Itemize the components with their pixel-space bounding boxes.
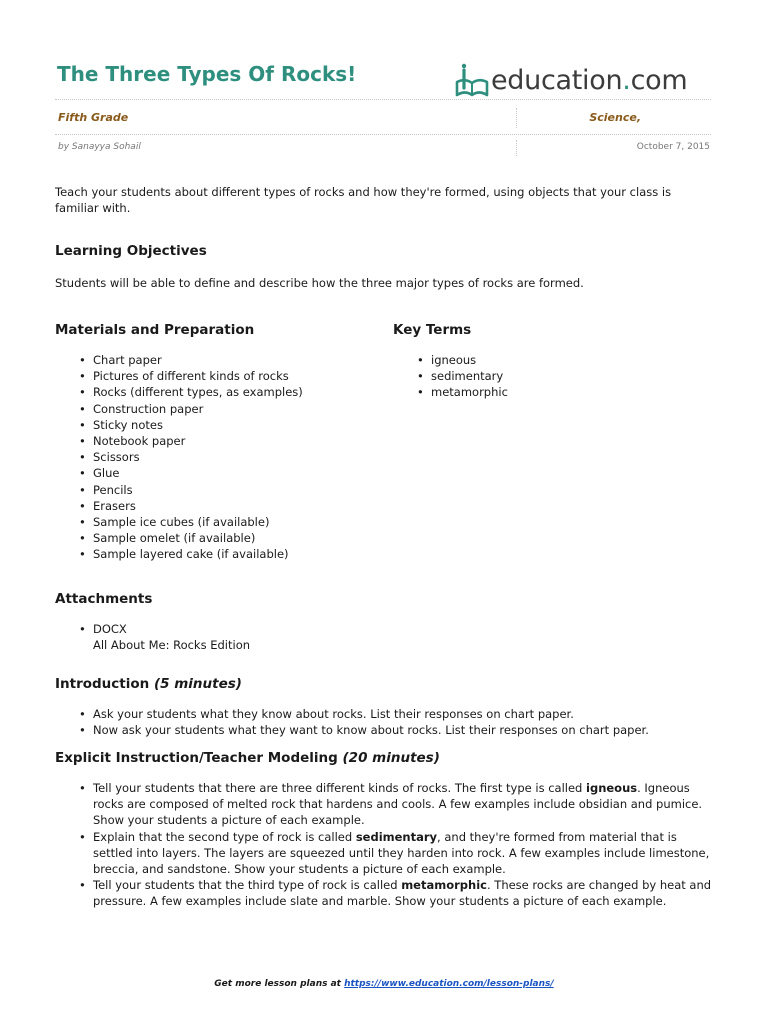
instruction-step: • Tell your students that the third type of rock is called metamorphic. These rocks are changed by heat and pressure. A few examples include slate and marble. Show your students a picture of each example.	[55, 877, 715, 909]
attachments-list	[55, 621, 455, 653]
explicit-duration: (20 minutes)	[342, 750, 440, 766]
material-item: • Rocks (different types, as examples)	[55, 384, 375, 400]
material-item: • Pictures of different kinds of rocks	[55, 368, 375, 384]
material-item: • Notebook paper	[55, 433, 375, 449]
logo-wordmark	[491, 65, 687, 96]
author-label: by Sanayya Sohail	[58, 142, 141, 152]
book-reader-icon	[455, 62, 489, 98]
key-term-bold: sedimentary	[355, 829, 438, 844]
logo-main-text: education	[491, 64, 623, 96]
material-item: • Sample omelet (if available)	[55, 530, 375, 546]
divider	[516, 140, 517, 156]
attachment-name[interactable]: All About Me: Rocks Edition	[93, 638, 251, 653]
explicit-heading-text: Explicit Instruction/Teacher Modeling	[55, 750, 338, 766]
key-term-bold: metamorphic	[401, 878, 487, 893]
divider	[55, 134, 711, 135]
material-item: • Glue	[55, 465, 375, 481]
material-item: • Construction paper	[55, 401, 375, 417]
logo-tld-text: com	[630, 64, 688, 96]
instruction-step: • Explain that the second type of rock is called sedimentary, and they're formed from material that is settled into layers. The layers are squeezed until they harden into rock. A few examples include limestone, breccia, and sandstone. Show your students a picture of each example.	[55, 829, 715, 878]
key-terms-list	[393, 352, 693, 401]
subject-label: Science,	[589, 111, 641, 124]
material-item: • Pencils	[55, 482, 375, 498]
date-label: October 7, 2015	[636, 142, 710, 152]
introduction-heading	[55, 676, 242, 692]
education-logo[interactable]	[455, 60, 687, 100]
introduction-list	[55, 706, 725, 738]
footer-text: Get more lesson plans at	[214, 979, 345, 989]
attachment-item[interactable]	[55, 621, 455, 653]
material-item: • Erasers	[55, 498, 375, 514]
attachment-type: • DOCX	[93, 622, 127, 636]
materials-heading: Materials and Preparation	[55, 322, 255, 338]
key-term-item: • sedimentary	[393, 368, 693, 384]
material-item: • Sample ice cubes (if available)	[55, 514, 375, 530]
introduction-step: • Ask your students what they know about rocks. List their responses on chart paper.	[55, 706, 725, 722]
learning-objectives-heading: Learning Objectives	[55, 243, 207, 259]
instruction-step: • Tell your students that there are three different kinds of rocks. The first type is called igneous. Igneous rocks are composed of melted rock that hardens and cools. A few examples include obsidian and pumice. Show your students a picture of each example.	[55, 780, 715, 829]
material-item: • Scissors	[55, 449, 375, 465]
learning-objectives-text: Students will be able to define and describe how the three major types of rocks are formed.	[55, 276, 584, 290]
page-title: The Three Types Of Rocks!	[57, 62, 357, 86]
divider	[55, 99, 711, 100]
material-item: • Sample layered cake (if available)	[55, 546, 375, 562]
introduction-heading-text: Introduction	[55, 676, 150, 692]
divider	[516, 108, 517, 128]
grade-label: Fifth Grade	[58, 111, 129, 124]
introduction-step: • Now ask your students what they want to know about rocks. List their responses on chart paper.	[55, 722, 725, 738]
footer	[0, 979, 768, 989]
key-term-item: • igneous	[393, 352, 693, 368]
key-terms-heading: Key Terms	[393, 322, 472, 338]
footer-link[interactable]: https://www.education.com/lesson-plans/	[344, 979, 554, 989]
materials-list	[55, 352, 375, 563]
intro-paragraph: Teach your students about different types of rocks and how they're formed, using objects that your class is familiar with.	[55, 185, 672, 216]
explicit-instruction-list	[55, 780, 715, 910]
material-item: • Sticky notes	[55, 417, 375, 433]
key-term-item: • metamorphic	[393, 384, 693, 400]
key-term-bold: igneous	[586, 781, 638, 795]
material-item: • Chart paper	[55, 352, 375, 368]
logo-dot: .	[622, 64, 631, 96]
introduction-duration: (5 minutes)	[153, 676, 242, 692]
attachments-heading: Attachments	[55, 591, 153, 607]
explicit-heading	[55, 750, 440, 766]
